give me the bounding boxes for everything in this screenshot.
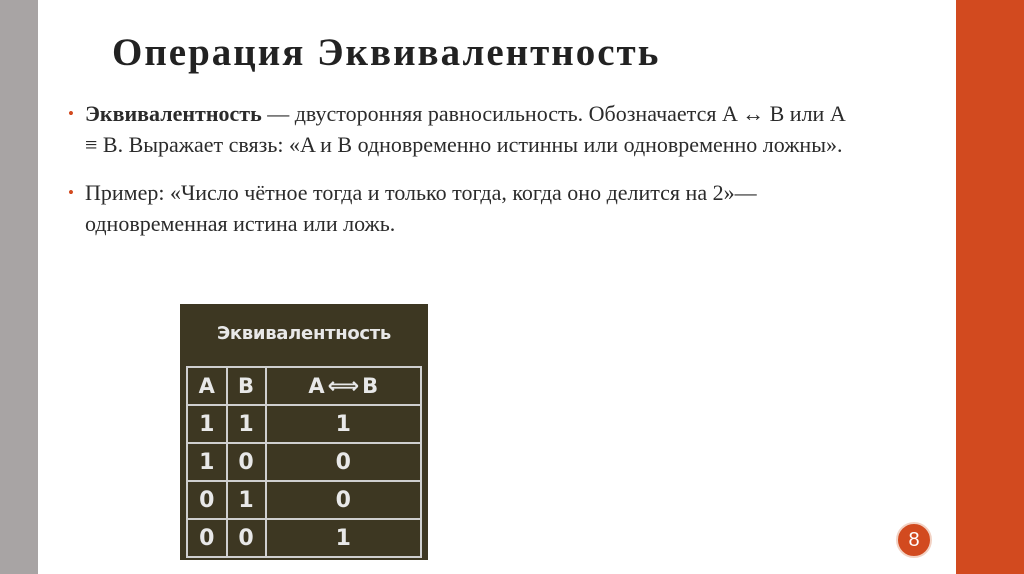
table-row bbox=[187, 443, 421, 481]
table-cell: 1 bbox=[227, 405, 266, 443]
bullet-item-example bbox=[68, 177, 848, 239]
bullet-icon: • bbox=[68, 104, 74, 123]
table-cell: 1 bbox=[266, 405, 421, 443]
table-cell: 1 bbox=[187, 443, 227, 481]
column-header-equivalence-a: A bbox=[308, 373, 325, 398]
table-cell: 1 bbox=[266, 519, 421, 557]
table-cell: 0 bbox=[266, 481, 421, 519]
column-header-b: B bbox=[227, 367, 266, 405]
table-row bbox=[187, 405, 421, 443]
bullet-item-definition bbox=[68, 98, 848, 160]
table-cell: 1 bbox=[227, 481, 266, 519]
column-header-a: A bbox=[187, 367, 227, 405]
bullet-list bbox=[68, 98, 848, 239]
truth-table-grid bbox=[186, 366, 422, 558]
bullet-term: Эквивалентность bbox=[85, 101, 262, 126]
table-cell: 1 bbox=[187, 405, 227, 443]
table-header-row bbox=[187, 367, 421, 405]
bullet-text: Пример: «Число чётное тогда и только тогда, когда оно делится на 2»— одновременная истина или ложь. bbox=[85, 180, 757, 236]
left-accent-bar bbox=[0, 0, 38, 574]
double-arrow-icon: ⟺ bbox=[327, 373, 360, 399]
table-cell: 0 bbox=[187, 519, 227, 557]
table-cell: 0 bbox=[266, 443, 421, 481]
truth-table bbox=[180, 304, 428, 560]
truth-table-title: Эквивалентность bbox=[216, 322, 391, 344]
table-row bbox=[187, 481, 421, 519]
table-cell: 0 bbox=[227, 519, 266, 557]
bullet-text: — двусторонняя равносильность. Обозначается A ↔ B или A ≡ B. Выражает связь: «A и B одновременно истинны или одновременно ложны». bbox=[85, 101, 845, 157]
column-header-equivalence-b: B bbox=[362, 373, 379, 398]
page-number-badge: 8 bbox=[896, 522, 932, 558]
slide-title: Операция Эквивалентность bbox=[112, 31, 661, 74]
table-cell: 0 bbox=[227, 443, 266, 481]
table-cell: 0 bbox=[187, 481, 227, 519]
bullet-icon: • bbox=[68, 183, 74, 202]
right-accent-bar bbox=[956, 0, 1024, 574]
column-header-equivalence bbox=[266, 367, 421, 405]
table-row bbox=[187, 519, 421, 557]
